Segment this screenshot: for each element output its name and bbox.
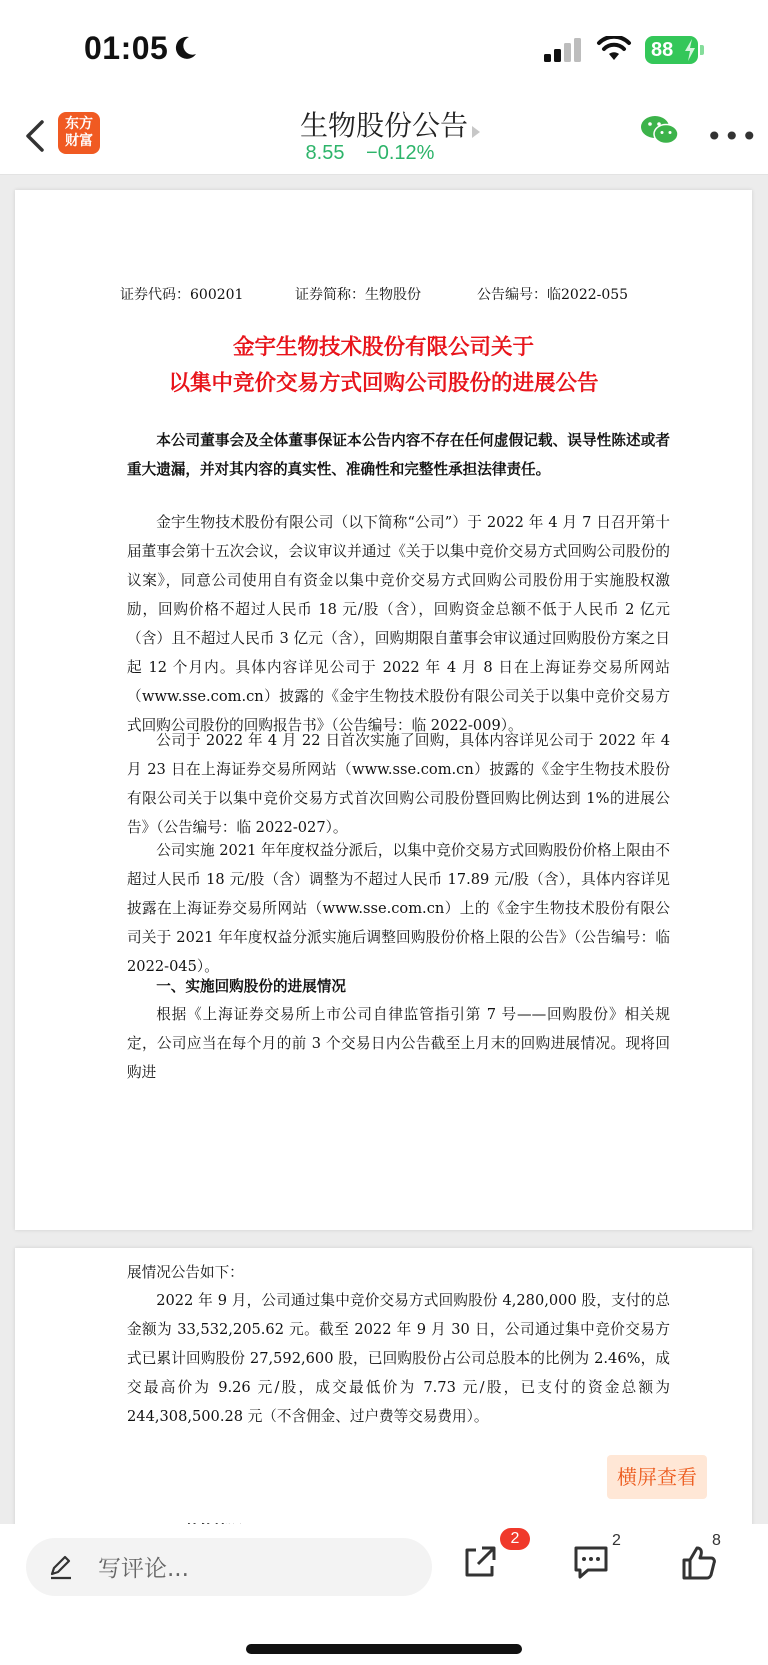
paragraph-4: 根据《上海证券交易所上市公司自律监管指引第 7 号——回购股份》相关规定，公司应当在每个月的前 3 个交易日内公告截至上月末的回购进展情况。现将回购进 [127, 1006, 670, 1081]
paragraph-2: 公司于 2022 年 4 月 22 日首次实施了回购，具体内容详见公司于 2022 年 4 月 23 日在上海证券交易所网站（www.sse.com.cn）披露的《金宇生物技术股份有限公司关于以集中竞价交易方式首次回购公司股份暨回购比例达到 1%的进展公告》（公告编号：临 2022-027）。 [127, 732, 670, 836]
doc-title-line2: 以集中竞价交易方式回购公司股份的进展公告 [168, 371, 599, 396]
bottom-action-bar [0, 1524, 768, 1665]
announcement-number: 公告编号：临2022-055 [477, 287, 629, 303]
pen-icon [48, 1554, 74, 1580]
share-icon[interactable] [462, 1544, 498, 1580]
logo-text-line2: 财富 [65, 133, 93, 149]
declaration: 本公司董事会及全体董事保证本公告内容不存在任何虚假记载、误导性陈述或者重大遗漏，并对其内容的真实性、准确性和完整性承担法律责任。 [127, 432, 670, 478]
status-time: 01:05 [84, 30, 169, 66]
doc-title-line1: 金宇生物技术股份有限公司关于 [232, 335, 534, 360]
moon-icon [174, 35, 198, 61]
title-arrow-icon [472, 126, 480, 138]
wifi-icon [596, 36, 632, 62]
logo-text-line1: 东方 [65, 116, 93, 132]
battery-indicator [645, 36, 698, 64]
security-abbr: 证券简称：生物股份 [295, 287, 421, 303]
paragraph-5: 展情况公告如下： [127, 1264, 244, 1281]
wechat-share-icon[interactable] [640, 114, 680, 146]
charging-bolt-icon [684, 39, 696, 61]
stock-price: 8.55 [305, 142, 345, 164]
security-code: 证券代码：600201 [120, 287, 244, 303]
home-indicator [246, 1644, 522, 1654]
paragraph-3: 公司实施 2021 年年度权益分派后，以集中竞价交易方式回购股份价格上限由不超过人民币 18 元/股（含）调整为不超过人民币 17.89 元/股（含），具体内容详见披露在上海证券交易所网站（www.sse.com.cn）上的《金宇生物技术股份有限公司关于 2021 年年度权益分派实施后调整回购股份价格上限的公告》（公告编号：临 2022-045）。 [127, 842, 670, 975]
share-badge: 2 [500, 1528, 530, 1550]
more-options-icon[interactable]: ••• [706, 120, 759, 153]
nav-header [0, 100, 768, 175]
paragraph-6: 2022 年 9 月，公司通过集中竞价交易方式回购股份 4,280,000 股，支付的总金额为 33,532,205.62 元。截至 2022 年 9 月 30 日，公司通过集中竞价交易方式已累计回购股份 27,592,600 股，已回购股份占公司总股本的比例为 2.46%，成交最高价为 9.26 元/股，成交最低价为 7.73 元/股，已支付的资金总额为 244,308,500.28 元（不含佣金、过户费等交易费用）。 [127, 1292, 670, 1425]
comment-icon[interactable] [572, 1544, 610, 1580]
battery-cap [700, 45, 704, 55]
landscape-view-button[interactable]: 横屏查看 [607, 1455, 707, 1499]
stock-quote [0, 142, 740, 165]
stock-change: −0.12% [366, 142, 435, 164]
battery-level: 88 [651, 39, 674, 61]
document-page-1 [15, 190, 752, 1230]
status-bar [0, 0, 768, 100]
comment-input[interactable] [26, 1538, 432, 1596]
paragraph-1: 金宇生物技术股份有限公司（以下简称“公司”）于 2022 年 4 月 7 日召开第十届董事会第十五次会议，会议审议并通过《关于以集中竞价交易方式回购公司股份的议案》，同意公司使用自有资金以集中竞价交易方式回购公司股份用于实施股权激励，回购价格不超过人民币 18 元/股（含），回购资金总额不低于人民币 2 亿元（含）且不超过人民币 3 亿元（含），回购期限自董事会审议通过回购股份方案之日起 12 个月内。具体内容详见公司于 2022 年 4 月 8 日在上海证券交易所网站（www.sse.com.cn）披露的《金宇生物技术股份有限公司关于以集中竞价交易方式回购公司股份的回购报告书》（公告编号：临 2022-009）。 [127, 514, 670, 734]
comment-count: 2 [612, 1532, 621, 1549]
comment-placeholder: 写评论... [98, 1556, 189, 1582]
page-title[interactable]: 生物股份公告 [299, 109, 468, 142]
section-1-heading: 一、实施回购股份的进展情况 [156, 978, 346, 995]
like-count: 8 [712, 1532, 721, 1549]
cellular-signal-icon [544, 38, 584, 62]
